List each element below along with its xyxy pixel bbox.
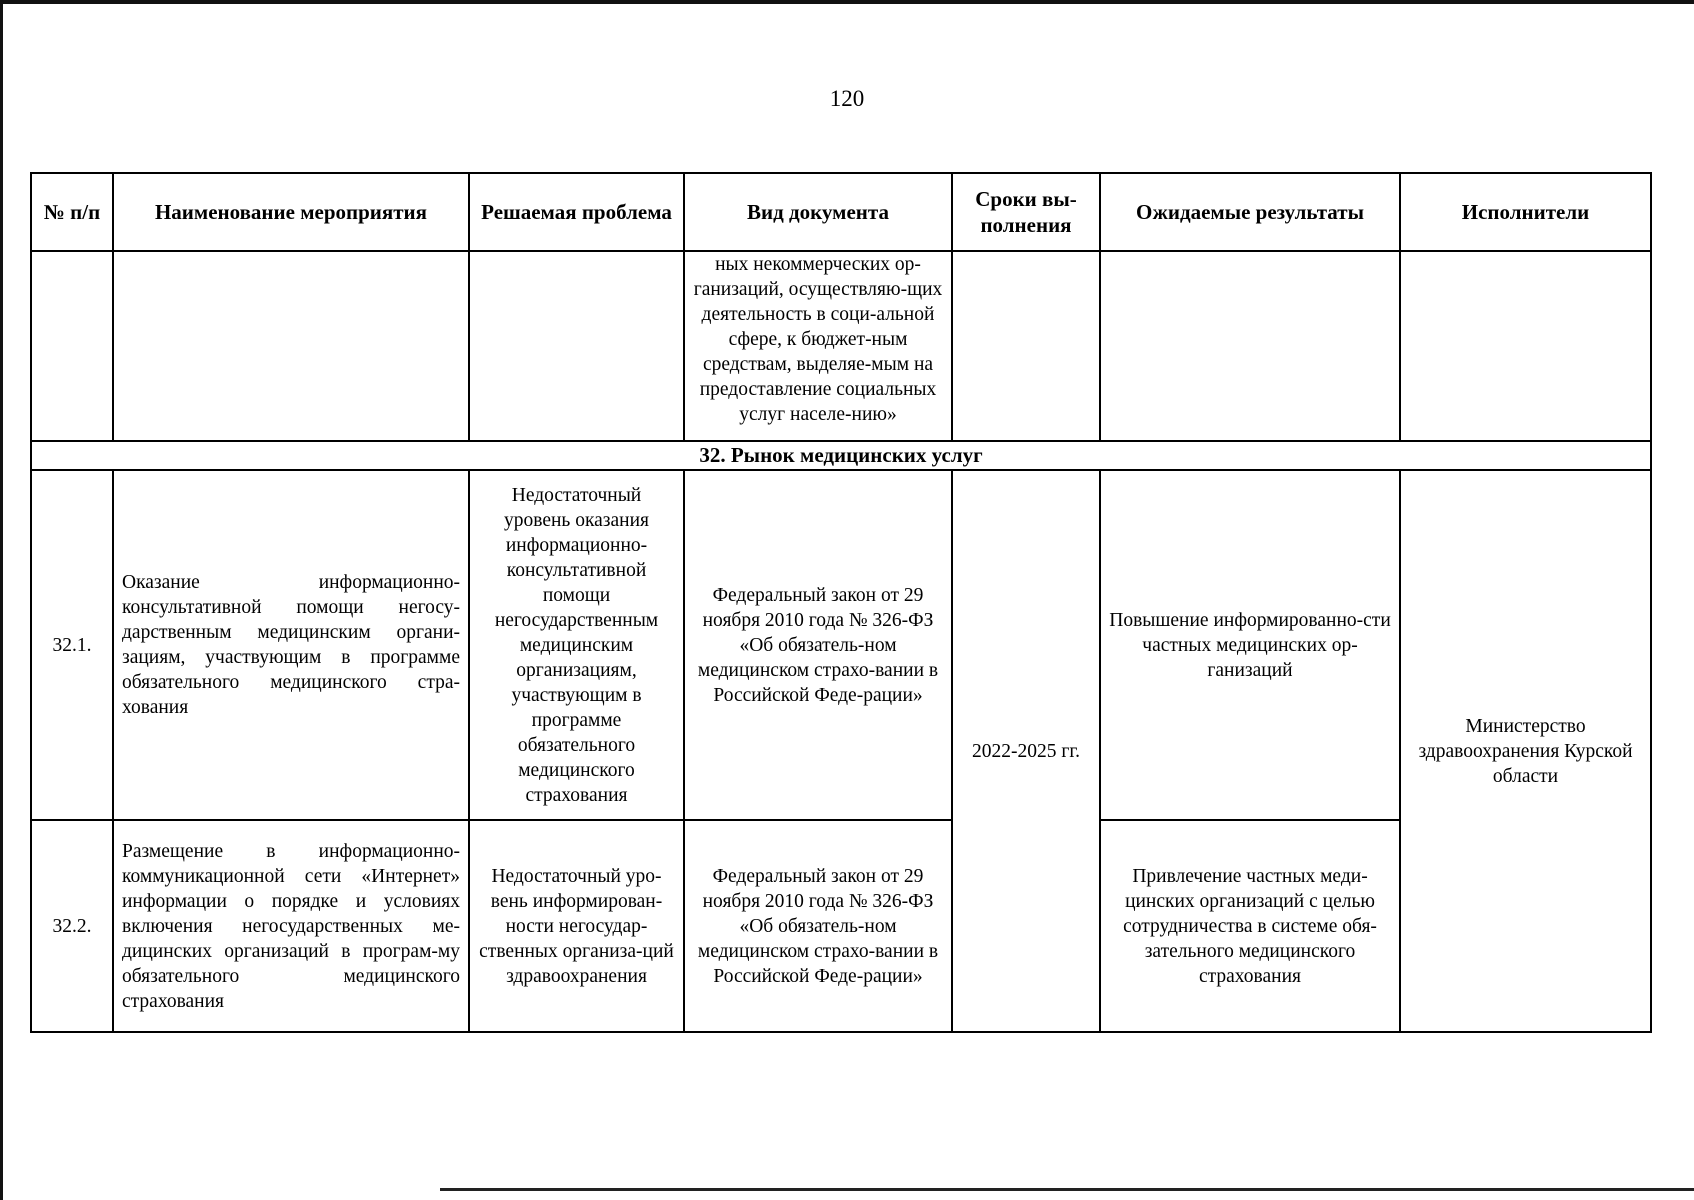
table-cell	[1100, 251, 1400, 441]
deadline: 2022-2025 гг.	[952, 470, 1100, 1032]
header-executors: Исполнители	[1400, 173, 1651, 251]
row-number: 32.1.	[31, 470, 113, 820]
table-cell	[1400, 251, 1651, 441]
problem: Недостаточный уровень оказания информационно-консультативной помощи негосударственным медицинским организациям, участвующим в программе обязательного медицинского страхования	[469, 470, 684, 820]
scan-border-left	[0, 0, 3, 1200]
measures-table	[30, 172, 1652, 1033]
header-document-type: Вид документа	[684, 173, 952, 251]
expected-result: Привлечение частных меди-цинских организаций с целью сотрудничества в системе обя-зательного медицинского страхования	[1100, 820, 1400, 1032]
scan-border-top	[0, 0, 1694, 4]
measure-name: Оказание информационно-консультативной помощи негосу-дарственным медицинским органи-зациям, участвующим в программе обязательного медицинского стра-хования	[113, 470, 469, 820]
header-expected-results: Ожидаемые результаты	[1100, 173, 1400, 251]
scan-border-bottom	[440, 1188, 1694, 1191]
section-title: 32. Рынок медицинских услуг	[31, 441, 1651, 470]
page-number: 120	[829, 86, 865, 111]
expected-result: Повышение информированно-сти частных медицинских ор-ганизаций	[1100, 470, 1400, 820]
table-cell	[113, 251, 469, 441]
row-number: 32.2.	[31, 820, 113, 1032]
table-cell	[469, 251, 684, 441]
measure-name: Размещение в информационно-коммуникационной сети «Интернет» информации о порядке и условиях включения негосударственных ме-дицинских организаций в програм-му обязательного медицинского страхования	[113, 820, 469, 1032]
header-number: № п/п	[31, 173, 113, 251]
problem: Недостаточный уро-вень информирован-ности негосудар-ственных организа-ций здравоохранения	[469, 820, 684, 1032]
section-row	[31, 441, 1651, 470]
table-header-row	[31, 173, 1651, 251]
table-cell	[31, 251, 113, 441]
document-type: Федеральный закон от 29 ноября 2010 года № 326-ФЗ «Об обязатель-ном медицинском страхо-вании в Российской Феде-рации»	[684, 470, 952, 820]
continuation-document-type: ных некоммерческих ор-ганизаций, осуществляю-щих деятельность в соци-альной сфере, к бюджет-ным средствам, выделяе-мым на предоставление социальных услуг населе-нию»	[684, 251, 952, 441]
table-row-continuation	[31, 251, 1651, 441]
document-type: Федеральный закон от 29 ноября 2010 года № 326-ФЗ «Об обязатель-ном медицинском страхо-вании в Российской Феде-рации»	[684, 820, 952, 1032]
header-problem: Решаемая проблема	[469, 173, 684, 251]
header-deadline: Сроки вы-полнения	[952, 173, 1100, 251]
executor: Министерство здравоохранения Курской области	[1400, 470, 1651, 1032]
table-cell	[952, 251, 1100, 441]
table-row-32-1	[31, 470, 1651, 820]
header-measure-name: Наименование мероприятия	[113, 173, 469, 251]
